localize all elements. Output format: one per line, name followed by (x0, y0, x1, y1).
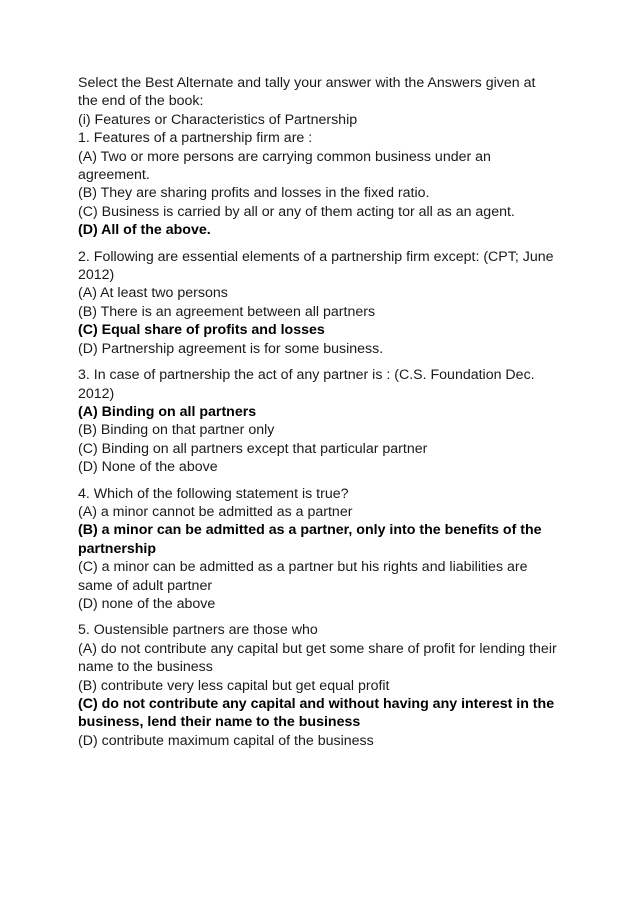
correct-answer-option: (B) a minor can be admitted as a partner, only into the benefits of the partnership (78, 522, 542, 557)
answer-option: (A) a minor cannot be admitted as a partner (78, 503, 353, 520)
answer-option: (C) a minor can be admitted as a partner but his rights and liabilities are same of adult partner (78, 559, 528, 594)
correct-answer-option: (A) Binding on all partners (78, 403, 257, 420)
question-block (78, 485, 558, 614)
correct-answer-option: (C) Equal share of profits and losses (78, 322, 325, 339)
question-text: 1. Features of a partnership firm are : (78, 130, 313, 147)
answer-option: (C) Binding on all partners except that particular partner (78, 440, 428, 457)
question-text: 4. Which of the following statement is true? (78, 485, 349, 502)
intro-block (78, 74, 558, 129)
question-text: 5. Oustensible partners are those who (78, 622, 318, 639)
answer-option: (D) Partnership agreement is for some business. (78, 340, 384, 357)
instruction-text: Select the Best Alternate and tally your answer with the Answers given at the end of the book: (78, 75, 536, 110)
question-list (78, 129, 558, 750)
answer-option: (A) At least two persons (78, 285, 228, 302)
question-text: 2. Following are essential elements of a partnership firm except: (CPT; June 2012) (78, 248, 554, 284)
document-page (78, 74, 558, 750)
question-text: 3. In case of partnership the act of any partner is : (C.S. Foundation Dec. 2012) (78, 367, 535, 402)
section-heading: (i) Features or Characteristics of Partnership (78, 111, 358, 128)
answer-option: (D) none of the above (78, 595, 216, 612)
question-block (78, 248, 558, 358)
correct-answer-option: (D) All of the above. (78, 222, 211, 239)
answer-option: (A) Two or more persons are carrying common business under an agreement. (78, 148, 491, 184)
question-block (78, 129, 558, 239)
question-block (78, 621, 558, 750)
answer-option: (B) contribute very less capital but get equal profit (78, 677, 390, 694)
answer-option: (D) contribute maximum capital of the business (78, 732, 374, 749)
correct-answer-option: (C) do not contribute any capital and without having any interest in the business, lend their name to the business (78, 696, 555, 731)
answer-option: (B) There is an agreement between all partners (78, 303, 376, 320)
answer-option: (B) They are sharing profits and losses in the fixed ratio. (78, 185, 430, 202)
answer-option: (A) do not contribute any capital but get some share of profit for lending their name to the business (78, 640, 557, 676)
answer-option: (D) None of the above (78, 459, 218, 476)
answer-option: (C) Business is carried by all or any of them acting tor all as an agent. (78, 203, 515, 220)
question-block (78, 366, 558, 476)
answer-option: (B) Binding on that partner only (78, 422, 275, 439)
